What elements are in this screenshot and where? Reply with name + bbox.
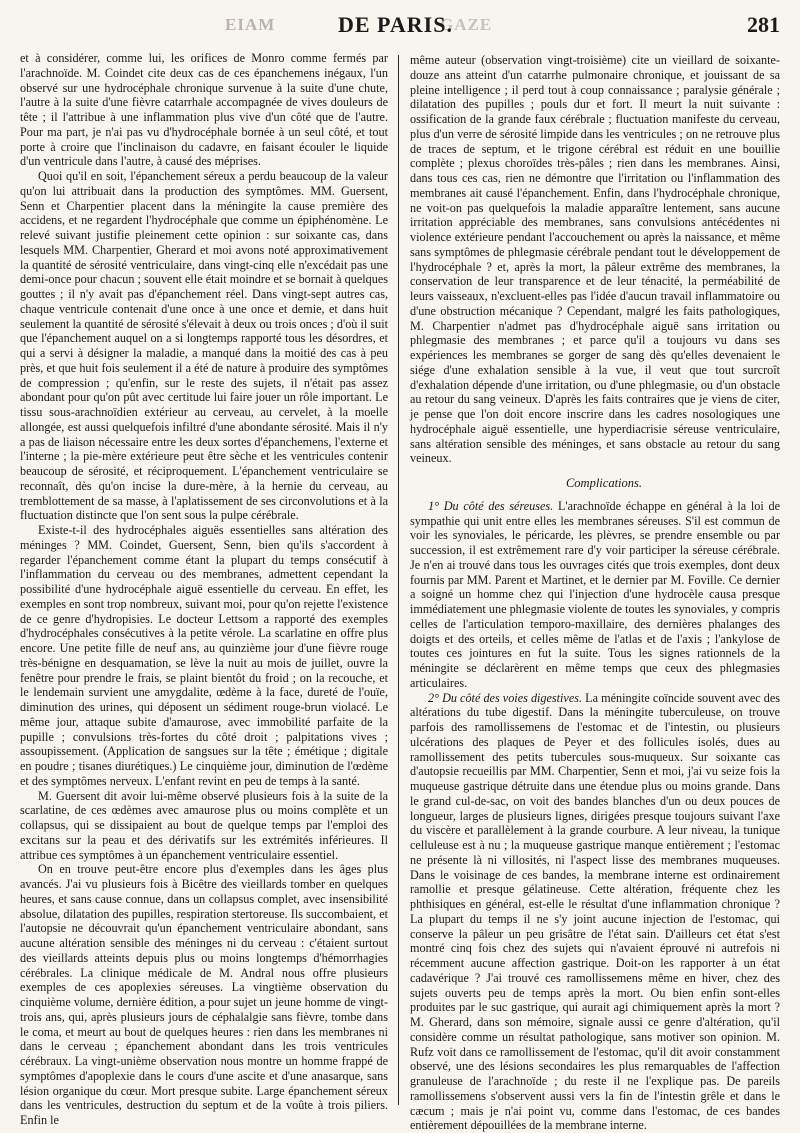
item-lead-in: 2° Du côté des voies digestives. xyxy=(428,691,582,705)
bleed-through-text-2: GAZE xyxy=(440,15,492,35)
paragraph: même auteur (observation vingt-troisième) cite un vieillard de soixante-douze ans atteint d'un catarrhe pulmonaire chronique, et jouissant de sa pleine intelligence ; il perd tout à coup connaissance ; paralysie générale ; dilatation des pupilles ; pouls dur et fort. Il meurt la nuit suivante : ossification de la grande faux cérébrale ; fluctuation manifeste du cerveau, plus d'un verre de sérosité limpide dans les ventricules ; on ne retrouve plus de traces de septum, et le trigone cérébral est réduit en une bouillie complète ; plexus choroïdes très-pâles ; rien dans les membranes. Ainsi, dans tous ces cas, rien ne démontre que l'irritation ou l'inflammation des membranes ait causé l'épanchement. Enfin, dans l'hydrocéphale chronique, ne voit-on pas quelquefois la maladie apparaître lentement, sans aucune irritation appréciable des membranes, sans convulsions antécédentes ni violence extérieure pendant l'accouchement ou après la naissance, et même sans symptômes de phlegmasie cérébrale pendant tout le développement de l'hydrocéphale ? et, après la mort, la pâleur extrême des membranes, la conservation de leur transparence et de leur ténacité, la perméabilité de leurs vaisseaux, n'excluent-elles pas l'idée d'aucun travail inflammatoire ou d'une obstruction mécanique ? Cependant, malgré les faits pathologiques, M. Charpentier n'admet pas d'hydrocéphale aiguë sans irritation ou phlegmasie des membranes ; et parce qu'il a toujours vu dans ses expériences les membranes se gorger de sang dès qu'elles devenaient le siége d'une exhalation sensible à la vue, il veut que tout surcroît d'exhalation dépende d'une irritation, ou d'une phlegmasie, ou d'un obstacle au retour du sang veineux. D'après les faits contraires que je viens de citer, je pense que l'on doit encore inscrire dans les cadres nosologiques une hydrocéphale aiguë essentielle, une hyperdiacrisie séreuse ventriculaire, sans altération sensible des méninges, et sans obstacle au retour du sang veineux. xyxy=(410,53,780,466)
section-heading: Complications. xyxy=(410,476,780,491)
complication-item-digestive xyxy=(410,691,780,1133)
paragraph: et à considérer, comme lui, les orifices de Monro comme fermés par l'arachnoïde. M. Coindet cite deux cas de ces épanchemens inégaux, l'un observé sur une hydrocéphale chronique survenue à la suite d'une chute, l'autre à la suite d'une fièvre catarrhale accompagnée de vives douleurs de tête ; il l'attribue à une inflammation plus vive d'un côté que de l'autre. Pour ma part, je n'ai pas vu d'hydrocéphale bornée à un seul côté, et tout porte à croire que l'inclinaison du cadavre, en faisant écouler le liquide d'un ventricule dans l'autre, à causé des méprises. xyxy=(20,51,388,169)
item-lead-in: 1° Du côté des séreuses. xyxy=(428,499,553,513)
paragraph: On en trouve peut-être encore plus d'exemples dans les âges plus avancés. J'ai vu plusieurs fois à Bicêtre des vieillards tomber en quelques heures, et sans cause connue, dans un collapsus complet, avec insensibilité absolue, dilatation des pupilles, respiration stertoreuse. Ils succombaient, et l'autopsie ne découvrait qu'un épanchement ventriculaire abondant, sans aucune altération sensible des méninges ni du cerveau : c'étaient surtout des vieillards atteints depuis plus ou moins longtemps d'hémorrhagies cérébrales. La clinique médicale de M. Andral nous offre plusieurs exemples de ces apoplexies séreuses. La vingtième observation du cinquième volume, dernière édition, a pour sujet un jeune homme de vingt-trois ans, qui, après plusieurs jours de céphalalgie sans fièvre, tombe dans le coma, et meurt au bout de quelques heures : rien dans les membranes ni dans le cerveau ; épanchement abondant dans les trois ventricules cérébraux. La vingt-unième observation nous montre un homme frappé de symptômes d'apoplexie dans le cours d'une ascite et d'une anasarque, sans lésion organique du cœur. Mort presque subite. Large épanchement séreux dans les ventricules, destruction du septum et de la voûte à trois piliers. Enfin le xyxy=(20,862,388,1128)
column-divider xyxy=(398,55,399,1105)
paragraph: Quoi qu'il en soit, l'épanchement séreux a perdu beaucoup de la valeur qu'on lui attribuait dans la production des symptômes. MM. Guersent, Senn et Charpentier placent dans la méningite la cause première des accidens, et ne regardent l'hydrocéphale que comme un épiphénomène. Le relevé suivant justifie pleinement cette opinion : sur soixante cas, dans lesquels MM. Charpentier, Gherard et moi avons noté approximativement la quantité de sérosité ventriculaire, dans vingt-cinq elle n'excédait pas une demi-once pour chacun ; souvent elle était moindre et se bornait à quelques gouttes ; il n'y avait pas d'épanchement réel. Dans vingt-sept autres cas, chaque ventricule contenait d'une once à une once et demie, et dans huit seulement la quantité de sérosité s'élevait à deux ou trois onces ; d'où il suit que l'épanchement auquel on a si longtemps rapporté tous les désordres, et qui a servi à désigner la maladie, a manqué dans la moitié des cas à peu près, et que huit fois seulement il a été de nature à produire des symptômes de compression ; qu'enfin, sur le reste des sujets, il n'était pas assez abondant pour qu'on pût avec certitude lui faire jouer un rôle important. Le tissu sous-arachnoïdien extérieur au cerveau, au cervelet, à la moelle allongée, est aussi quelquefois infiltré d'une abondante sérosité. Mais il n'y a pas de liaison nécessaire entre les deux sortes d'épanchemens, l'externe et l'interne ; la pie-mère extérieure peut être sèche et les ventricules contenir beaucoup de sérosité, et réciproquement. L'épanchement ventriculaire se reconnaît, dès qu'on incise la dure-mère, à la hernie du cerveau, au tremblottement de sa masse, à l'aplatissement de ses circonvolutions et à la fluctuation distincte que l'on sent sous la pulpe cérébrale. xyxy=(20,169,388,523)
left-column xyxy=(20,51,388,1107)
page-number: 281 xyxy=(747,12,780,38)
complication-item-serous xyxy=(410,499,780,691)
running-title: DE PARIS. xyxy=(338,12,453,38)
item-text: La méningite coïncide souvent avec des altérations du tube digestif. Dans la méningite tuberculeuse, on trouve parfois des ramollissemens de l'estomac et de l'intestin, ou plusieurs ulcérations des plaques de Peyer et des follicules isolés, dues au ramollissement des petits tubercules sous-muqueux. Sur soixante cas d'autopsie recueillis par MM. Charpentier, Senn et moi, j'ai vu seize fois la muqueuse gastrique détruite dans une étendue plus ou moins grande. Dans le grand cul-de-sac, on voit des bandes blanches d'un ou deux pouces de longueur, larges de plusieurs lignes, dirigées presque toujours suivant l'axe du viscère et parallèlement à la grande courbure. A leur niveau, la tunique celluleuse est à nu ; la muqueuse gastrique manque entièrement ; l'estomac ne présente là ni villosités, ni l'aspect lisse des membranes muqueuses. Dans le voisinage de ces bandes, la membrane interne est ordinairement ramollie et presque gélatineuse. Cette altération, fréquente chez les phthisiques en général, est-elle le résultat d'une inflammation chronique ? La plupart du temps il ne s'y joint aucune injection de l'estomac, qui conserve la pâleur un peu grisâtre de l'état sain. D'ailleurs cet état s'est montré cinq fois chez des sujets qui n'avaient éprouvé ni autrefois ni récemment aucune affection gastrique. Doit-on les rapporter à un état cadavérique ? J'ai trouvé ces ramollissemens même en hiver, chez des sujets ouverts peu de temps après la mort. Ou bien enfin sont-elles produites par le suc gastrique, qui aurait agi chimiquement après la mort ? M. Gherard, dans son mémoire, signale aussi ce genre d'altération, qu'il considère comme un résultat pathologique, sans motiver son opinion. M. Rufz voit dans ce ramollissement de l'estomac, qu'il dit avoir constamment observé, une des lésions secondaires les plus remarquables de l'affection granuleuse de l'arachnoïde ; du reste il ne l'explique pas. De pareils ramollissemens s'observent aussi vers la fin de l'intestin grêle et dans le cæcum ; mais je n'ai point vu, comme dans l'estomac, de ces bandes entièrement dépouillées de la membrane interne. xyxy=(410,691,780,1133)
bleed-through-text: EIAM xyxy=(225,15,275,35)
page-header xyxy=(0,0,800,40)
paragraph: M. Guersent dit avoir lui-même observé plusieurs fois à la suite de la scarlatine, de ces œdèmes avec amaurose plus ou moins complète et un collapsus, qui se dissipaient au bout de quelque temps par l'emploi des excitans sur la peau et des dérivatifs sur les extrémités inférieures. Il attribue ces symptômes à un épanchement ventriculaire essentiel. xyxy=(20,789,388,863)
right-column xyxy=(410,53,780,1105)
paragraph: Existe-t-il des hydrocéphales aiguës essentielles sans altération des méninges ? MM. Coindet, Guersent, Senn, bien qu'ils s'accordent à regarder l'épanchement comme étant la plupart du temps consécutif à l'inflammation du cerveau ou des membranes, admettent cependant la possibilité d'une hydrocéphale aiguë essentielle du cerveau. En effet, les exemples en sont trop nombreux, suivant moi, pour qu'on rejette l'existence de ce genre d'hydropisies. Le docteur Lettsom a rapporté des exemples d'hydrocéphales consécutives à la petite vérole. La scarlatine en offre plus encore. Une petite fille de neuf ans, au quinzième jour d'une fièvre rouge très-bénigne en desquamation, se lève la nuit au mois de juillet, ouvre la fenêtre pour prendre le frais, se plaint bientôt du froid ; on la recouche, et le lendemain survient une amygdalite, œdème à la face, dureté de l'ouïe, diminution des urines, qui déposent un sédiment rouge-brun violacé. Le même jour, attaque subite d'amaurose, avec immobilité parfaite de la pupille ; convulsions très-fortes du côté droit ; palpitations vives ; assoupissement. (Application de sangsues sur la tête ; émétique ; digitale en poudre ; tisanes diurétiques.) Le cinquième jour, diminution de l'œdème et des symptômes nerveux. L'enfant revint en peu de temps à la santé. xyxy=(20,523,388,789)
item-text: L'arachnoïde échappe en général à la loi de sympathie qui unit entre elles les membranes séreuses. S'il est commun de voir les synoviales, le péricarde, les plèvres, se prendre ensemble ou par succession, il est extrêmement rare d'y voir participer la séreuse cérébrale. Je n'en ai trouvé dans tous les ouvrages cités que trois exemples, dont deux fournis par MM. Parent et Martinet, et le dernier par M. Foville. Ce dernier a soigné un homme chez qui l'injection d'une hydrocèle causa presque immédiatement une phlegmasie violente de toutes les synoviales, y compris celles de l'articulation temporo-maxillaire, des dernières phalanges des doigts et des orteils, et celles même de l'atlas et de l'axis ; l'ankylose de toutes ces jointures en fut la suite. Tous les signes rationnels de la méningite se déclarèrent en même temps que ceux des phlegmasies articulaires. xyxy=(410,499,780,690)
